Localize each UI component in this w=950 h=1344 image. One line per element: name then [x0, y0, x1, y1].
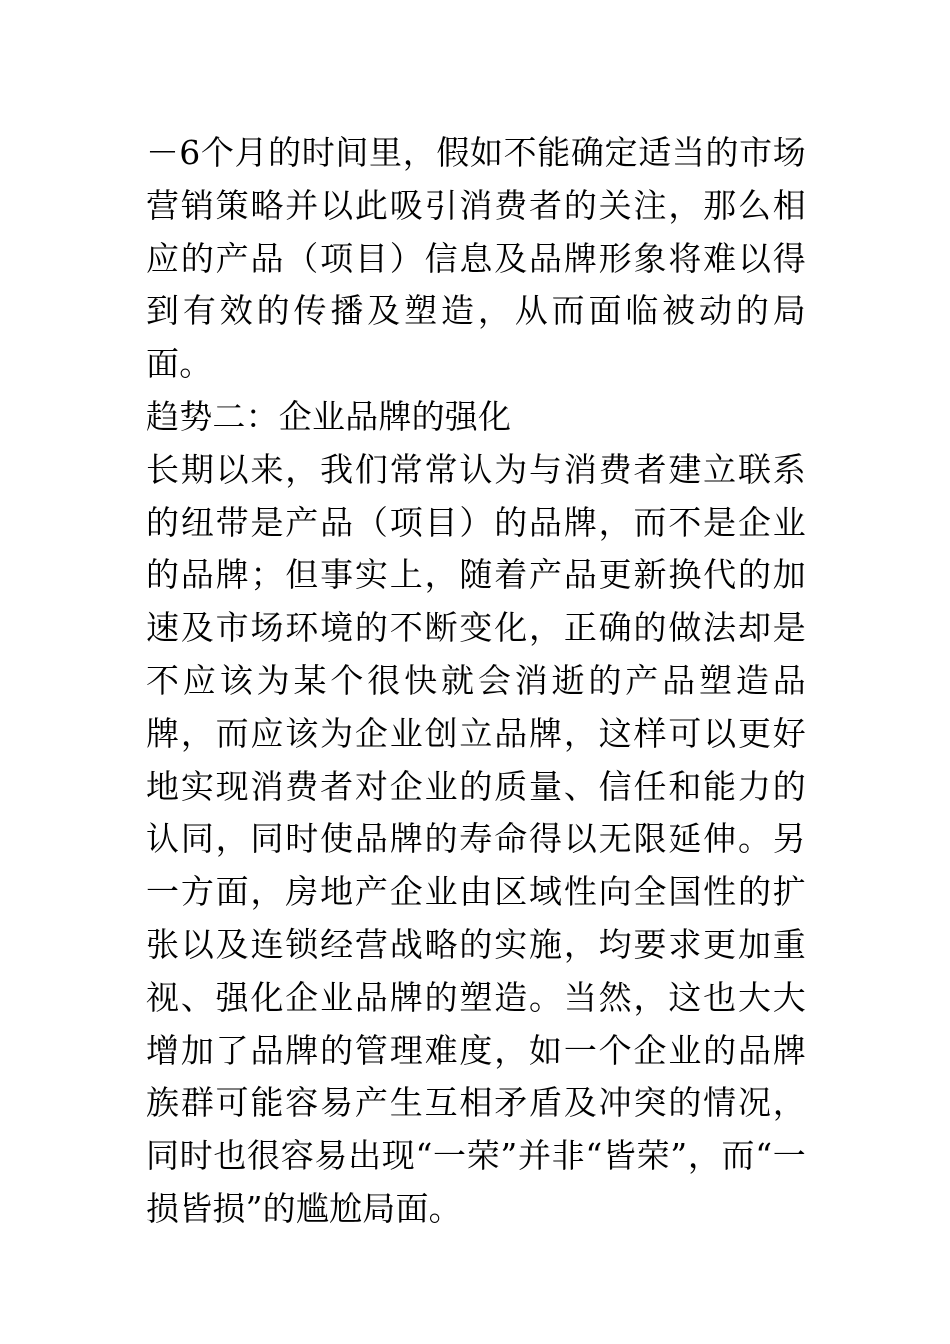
paragraph-corporate-brand: 长期以来，我们常常认为与消费者建立联系的纽带是产品（项目）的品牌，而不是企业的品牌；但事实上，随着产品更新换代的加速及市场环境的不断变化，正确的做法却是不应该为某个很快就会消逝的产品塑造品牌，而应该为企业创立品牌，这样可以更好地实现消费者对企业的质量、信任和能力的认同，同时使品牌的寿命得以无限延伸。另一方面，房地产企业由区域性向全国性的扩张以及连锁经营战略的实施，均要求更加重视、强化企业品牌的塑造。当然，这也大大增加了品牌的管理难度，如一个企业的品牌族群可能容易产生互相矛盾及冲突的情况，同时也很容易出现“一荣”并非“皆荣”，而“一损皆损”的尴尬局面。 — [146, 449, 806, 1228]
section-heading-trend-two: 趋势二：企业品牌的强化 — [146, 396, 512, 436]
document-page — [146, 127, 806, 1236]
paragraph-market-strategy: －6个月的时间里，假如不能确定适当的市场营销策略并以此吸引消费者的关注，那么相应的产品（项目）信息及品牌形象将难以得到有效的传播及塑造，从而面临被动的局面。 — [146, 133, 806, 384]
